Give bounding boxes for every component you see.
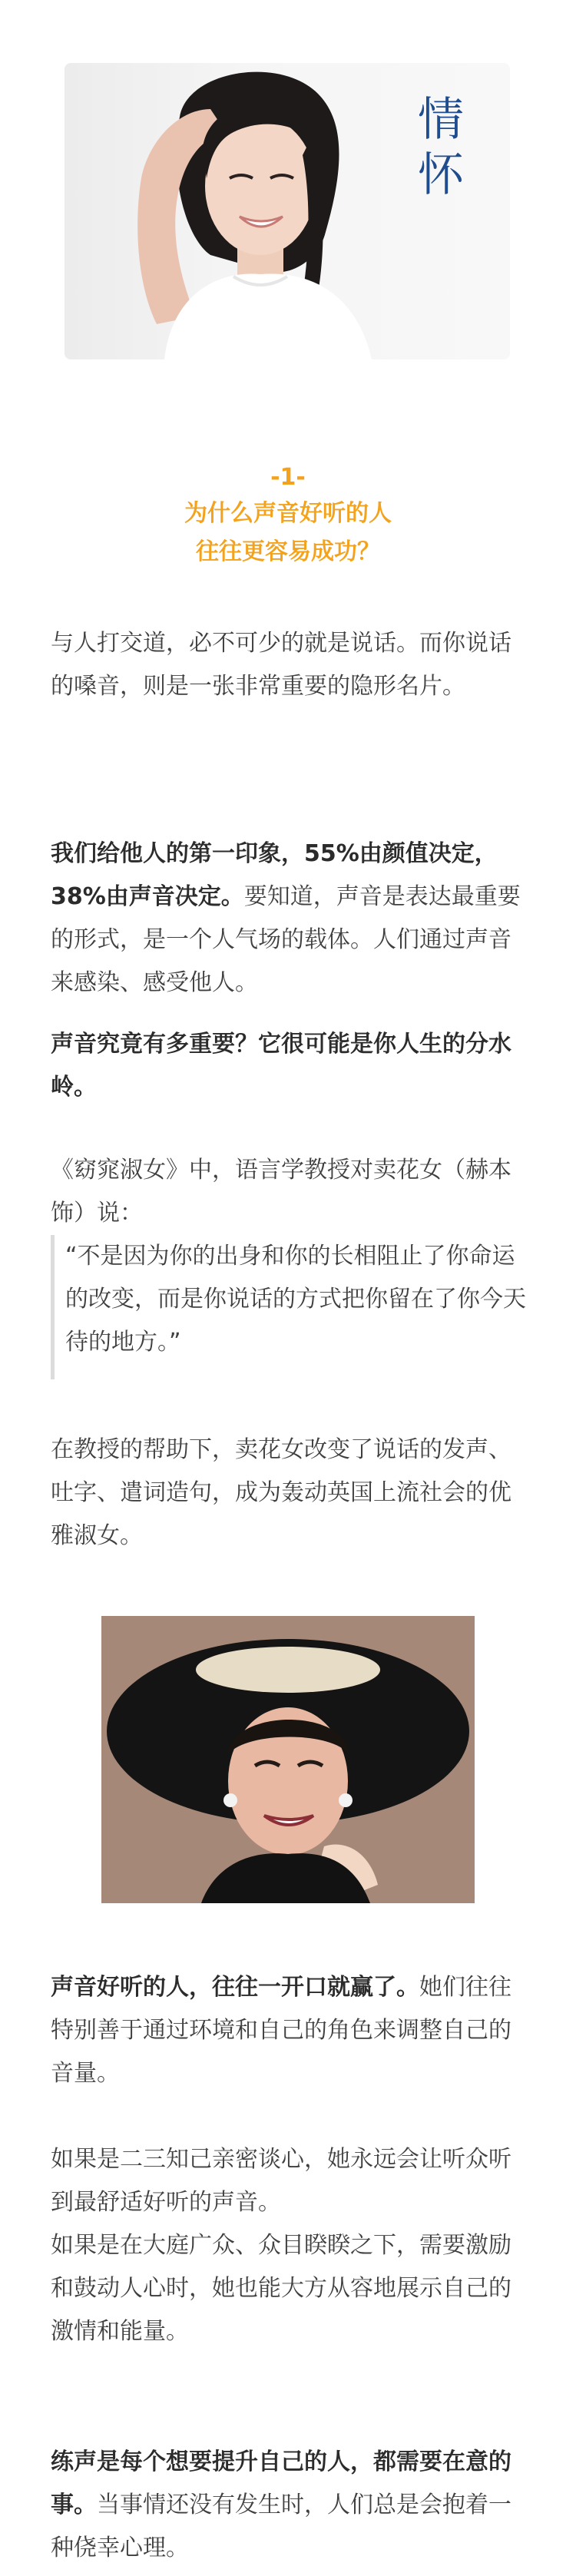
hero-portrait-illustration [95, 63, 418, 359]
section-title-line1: 为什么声音好听的人 [184, 500, 392, 527]
paragraph-audience [51, 2138, 527, 2353]
section-title [0, 495, 576, 571]
paragraph-win-at-start-rest: 她们往往特别善于通过环境和自己的角色来调整自己的音量。 [51, 1974, 511, 2087]
hero-image [65, 63, 510, 359]
section-number: -1- [270, 464, 306, 491]
paragraph-my-fair-lady: 《窈窕淑女》中，语言学教授对卖花女（赫本饰）说： [51, 1157, 511, 1227]
hero-word-line1: 情 [418, 93, 464, 147]
paragraph-first-impression-bold: 我们给他人的第一印象，55%由颜值决定，38%由声音决定。 [51, 840, 498, 910]
paragraph-transformation: 在教授的帮助下，卖花女改变了说话的发声、吐字、遣词造句，成为轰动英国上流社会的优雅淑女。 [51, 1436, 511, 1549]
paragraph-practice-bold: 练声是每个想要提升自己的人，都需要在意的事。 [51, 2449, 511, 2518]
paragraph-first-impression [51, 833, 527, 1005]
hero-word-line2: 怀 [418, 148, 464, 202]
paragraph-watershed [51, 1023, 527, 1109]
audrey-portrait-illustration [101, 1616, 475, 1903]
paragraph-watershed-bold: 声音究竟有多重要？它很可能是你人生的分水岭。 [51, 1031, 511, 1101]
blockquote: “不是因为你的出身和你的长相阻止了你命运的改变，而是你说话的方式把你留在了你今天待的地方。” [51, 1235, 527, 1379]
hero-title-word [402, 92, 479, 203]
paragraph-first-impression-rest: 要知道，声音是表达最重要的形式，是一个人气场的载体。人们通过声音来感染、感受他人。 [51, 883, 521, 996]
paragraph-practice-rest: 当事情还没有发生时，人们总是会抱着一种侥幸心理。 [51, 2492, 511, 2561]
paragraph-practice [51, 2441, 527, 2570]
paragraph-audience-line-a: 如果是二三知己亲密谈心，她永远会让听众听到最舒适好听的声音。 [51, 2146, 511, 2216]
paragraph-intro: 与人打交道，必不可少的就是说话。而你说话的嗓音，则是一张非常重要的隐形名片。 [51, 630, 511, 700]
paragraph-audience-line-b: 如果是在大庭广众、众目睽睽之下，需要激励和鼓动人心时，她也能大方从容地展示自己的激情和能量。 [51, 2232, 511, 2345]
paragraph-win-at-start-bold: 声音好听的人，往往一开口就赢了。 [51, 1974, 419, 2001]
paragraph-win-at-start [51, 1966, 527, 2095]
audrey-hepburn-image [101, 1616, 475, 1903]
section-title-line2: 往往更容易成功？ [196, 538, 380, 565]
